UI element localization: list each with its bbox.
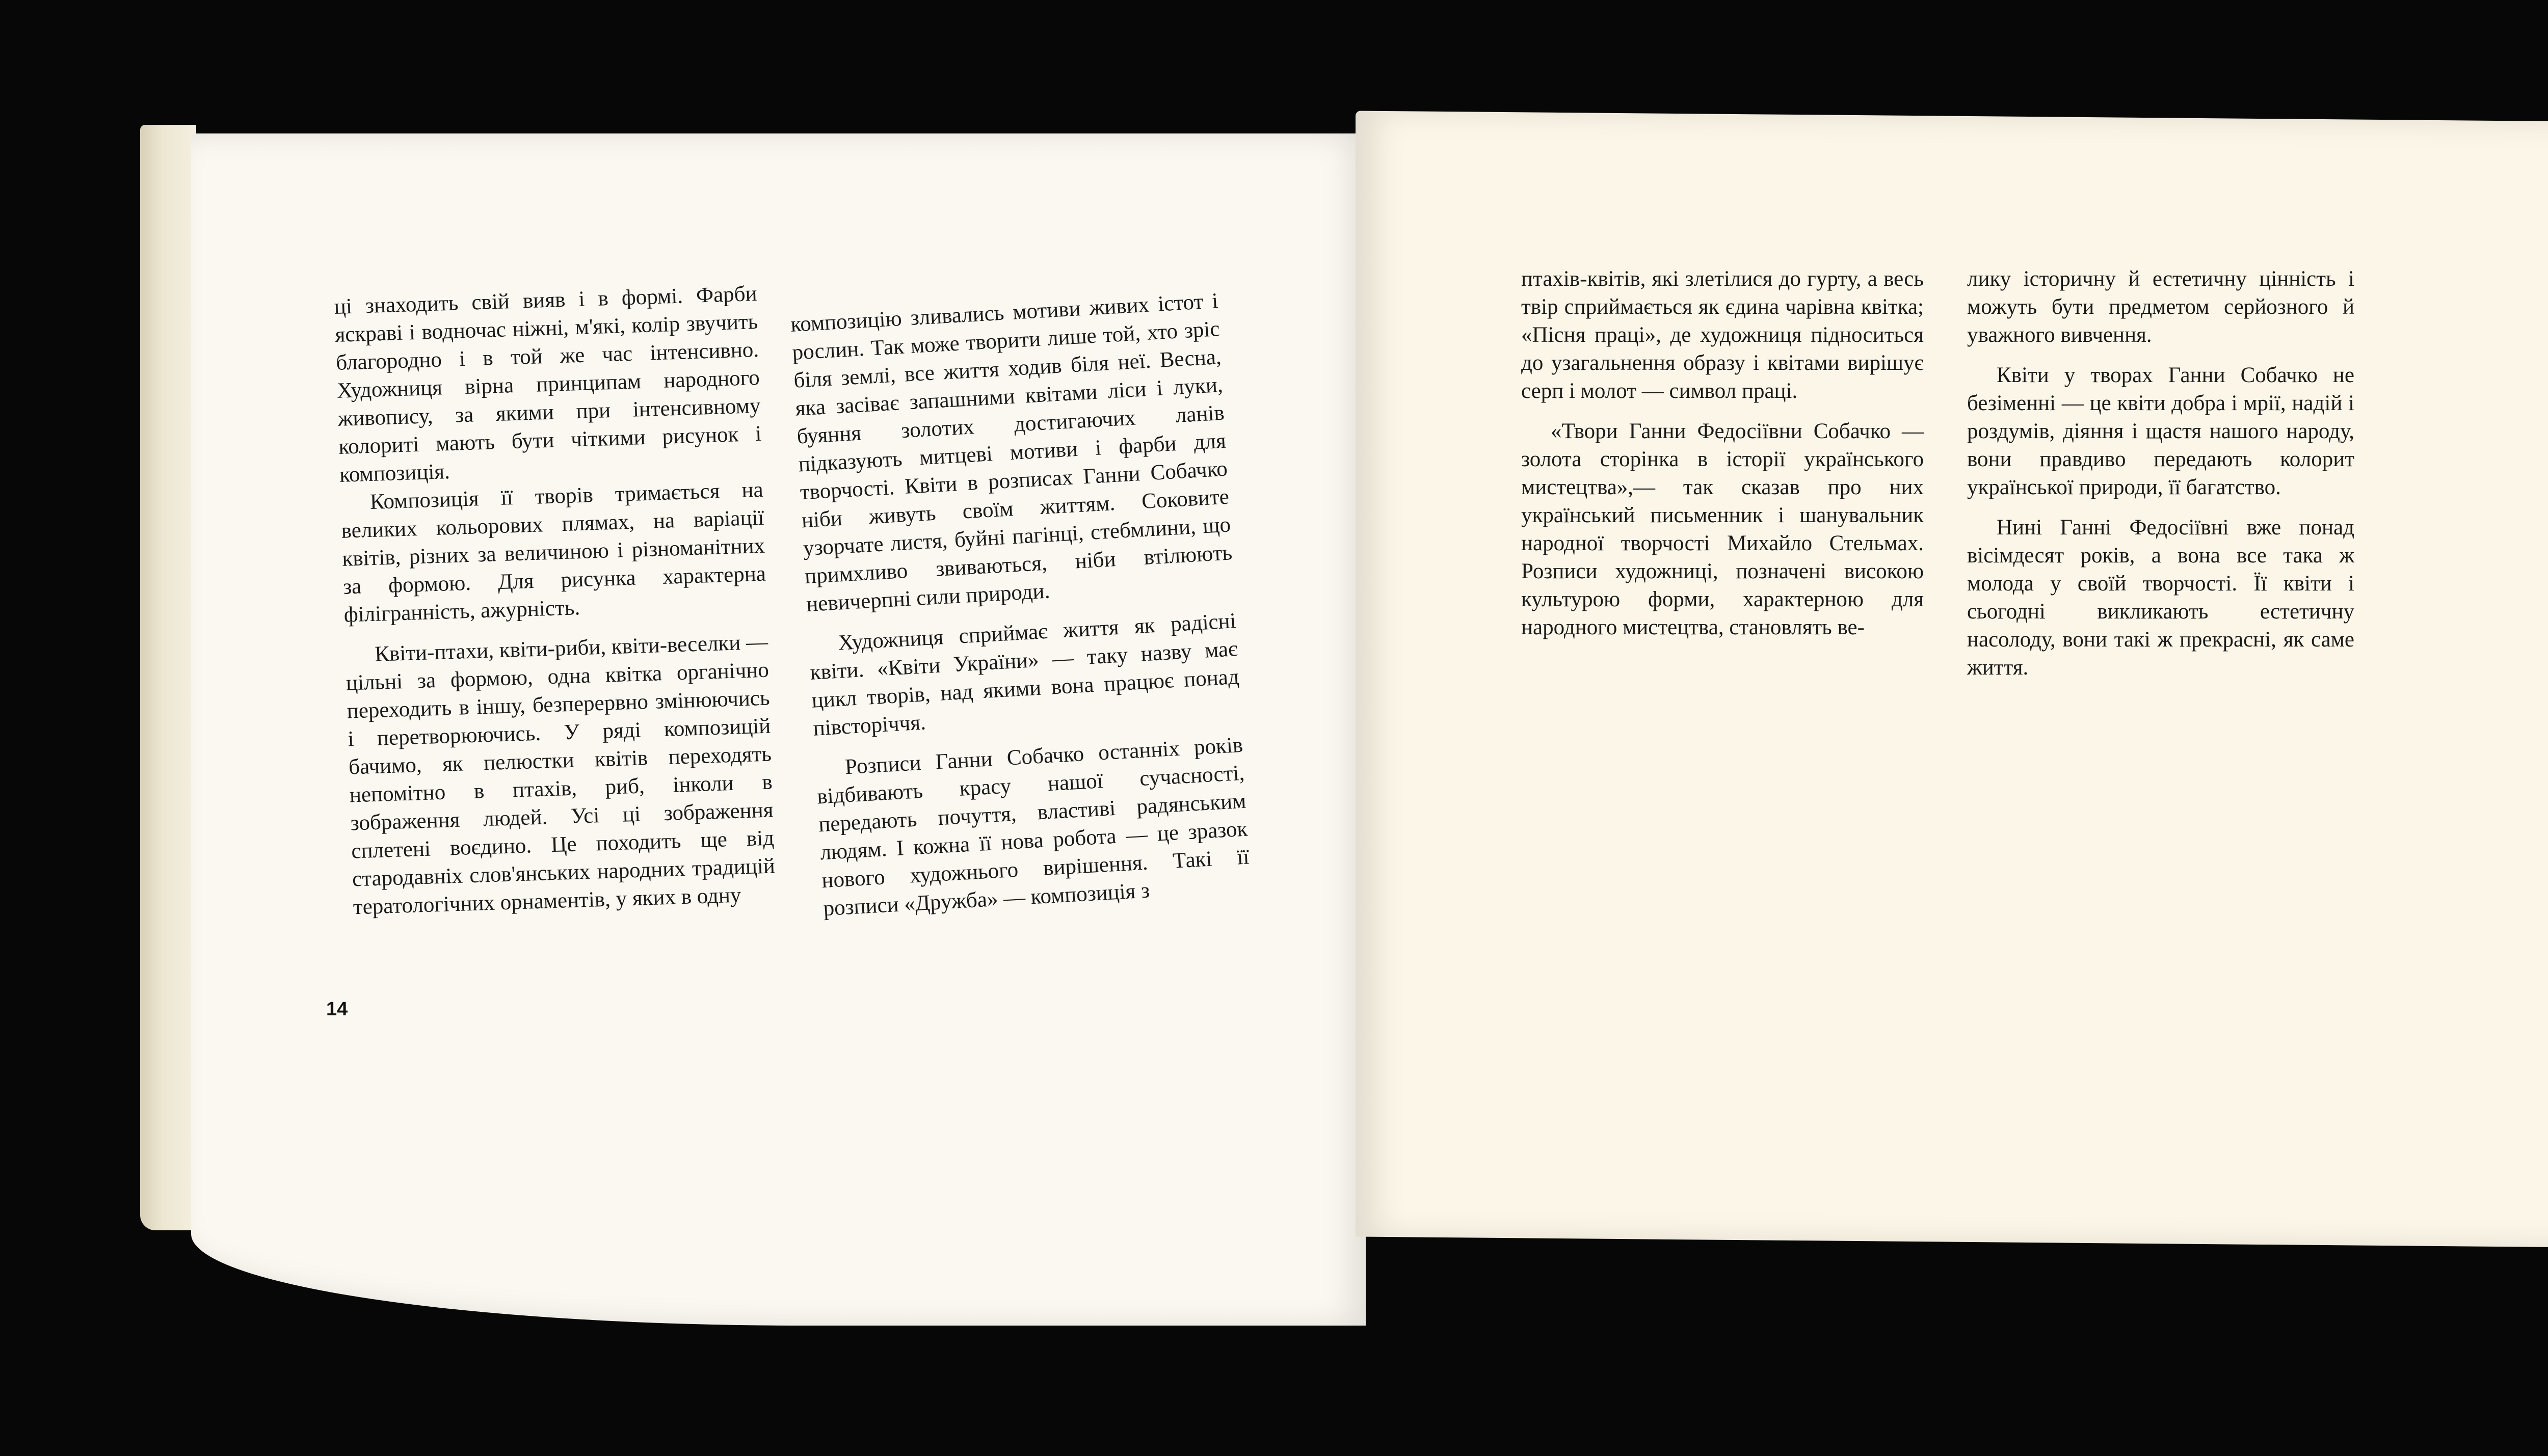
page-number: 14: [326, 999, 348, 1020]
paragraph: лику історичну й естетичну цінність і можуть бути предметом серйозного й уважного вивчення.: [1967, 267, 2354, 347]
left-page-column-1: [334, 280, 776, 921]
left-page-column-2: [790, 287, 1252, 923]
paragraph: «Твори Ганни Федосіївни Собачко — золота сторінка в історії українського мистецтва»,— так сказав про них український письменник і шанувальник народної творчості Михайло Стельмах. Розписи художниці, позначені високою культурою форми, характерною для народного мистецтва, становлять ве-: [1521, 419, 1924, 639]
paragraph: Композиція її творів тримається на великих кольорових плямах, на варіації квітів, різних за величиною і різноманітних за формою. Для рисунка характерна філігранність, ажурність.: [340, 477, 766, 627]
book-edge-left: [140, 125, 196, 1230]
paragraph: Художниця сприймає життя як радісні квіти. «Квіти України» — таку назву має цикл творів, над якими вона працює понад півсторіччя.: [809, 609, 1240, 741]
paragraph: композицію зливались мотиви живих істот і рослин. Так може творити лише той, хто зріс біля землі, все життя ходив біля неї. Весна, яка засіває запашними квітами ліси і луки, буяння золотих достигаючих ланів підказують митцеві мотиви і фарби для творчості. Квіти в розписах Ганни Собачко ніби живуть своїм життям. Соковите узорчате листя, буйні пагінці, стебмлини, що примхливо звиваються, ніби втілюють невичерпні сили природи.: [790, 289, 1233, 617]
paragraph: Розписи Ганни Собачко останніх років відбивають красу нашої сучасності, передають почуття, властиві радянським людям. І кожна її нова робота — це зразок нового художнього вирішення. Такі її розписи «Дружба» — композиція з: [816, 733, 1250, 921]
paragraph: Квіти у творах Ганни Собачко не безіменні — це квіти добра і мрії, надій і роздумів, діяння і щастя нашого народу, вони правдиво передають колорит української природи, її багатство.: [1967, 363, 2354, 499]
paragraph: ці знаходить свій вияв і в формі. Фарби яскраві і водночас ніжні, м'які, колір звучить благородно і в той же час інтенсивно. Художниця вірна принципам народного живопису, за якими при інтенсивному колориті мають бути чіткими рисунок і композиція.: [334, 281, 762, 487]
paragraph: Нині Ганні Федосіївні вже понад вісімдесят років, а вона все така ж молода у своїй творчості. Її квіти і сьогодні викликають естетичну насолоду, вони такі ж прекрасні, як саме життя.: [1967, 516, 2354, 680]
paragraph: птахів-квітів, які злетілися до гурту, а весь твір сприймається як єдина чарівна квітка; «Пісня праці», де художниця підноситься до узагальнення образу і квітами вирішує серп і молот — символ праці.: [1521, 267, 1924, 403]
right-page-column-1: [1521, 265, 1924, 641]
right-page-column-2: [1967, 265, 2354, 682]
paragraph: Квіти-птахи, квіти-риби, квіти-веселки — цільні за формою, одна квітка органічно переходить в іншу, безперервно змінюючись і перетворюючись. У ряді композицій бачимо, як пелюстки квітів переходять непомітно в птахів, риб, інколи в зображення людей. Усі ці зображення сплетені воєдино. Це походить ще від стародавніх слов'янських народних традицій тератологічних орнаментів, у яких в одну: [346, 630, 776, 920]
